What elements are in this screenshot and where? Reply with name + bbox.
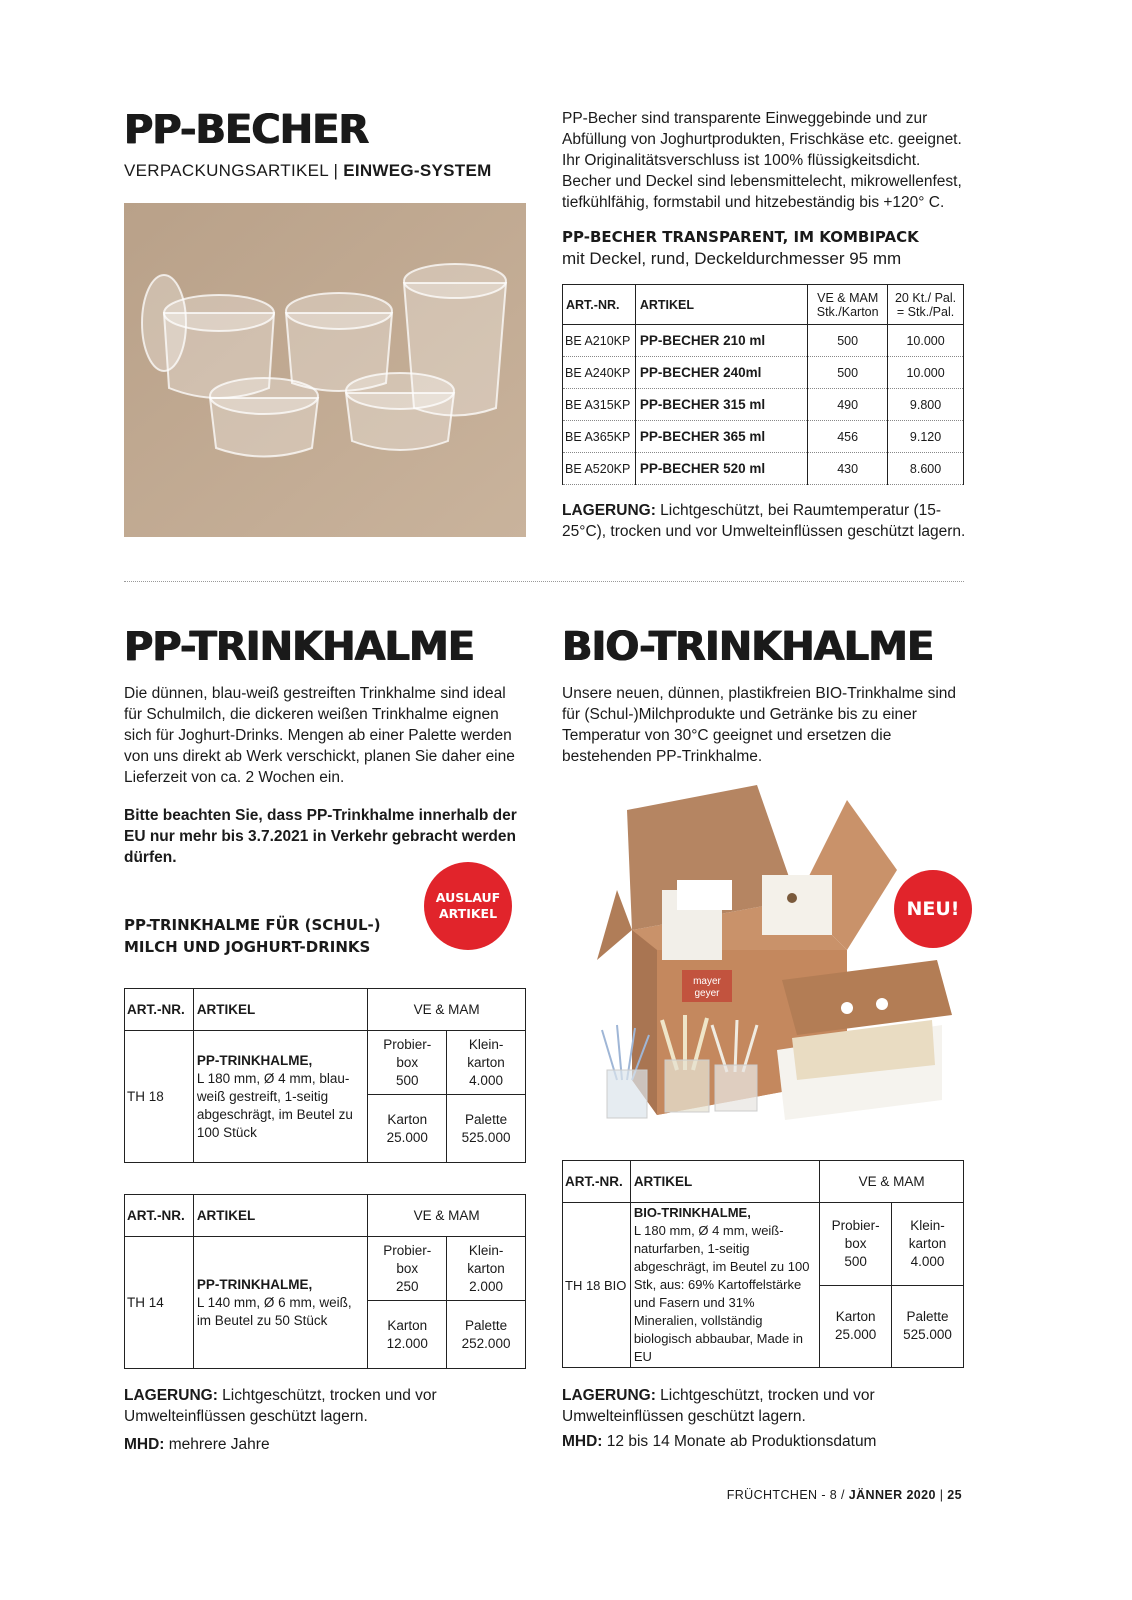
cell-art: BE A315KP xyxy=(563,389,636,421)
cell-palette xyxy=(447,1095,526,1163)
page-title-pp-trinkhalme: PP-TRINKHALME xyxy=(124,624,475,670)
head-line: VE & MAM xyxy=(817,290,879,305)
table-header-row xyxy=(125,989,526,1031)
badge-line: AUSLAUF xyxy=(435,890,501,905)
cell-karton: 490 xyxy=(808,389,888,421)
table-header-row xyxy=(563,1161,964,1203)
cell-kleinkarton xyxy=(447,1031,526,1095)
cell-palette xyxy=(447,1301,526,1369)
col-head-art: ART.-NR. xyxy=(125,1195,194,1237)
cell-line: 4.000 xyxy=(469,1072,503,1088)
cell-kleinkarton xyxy=(892,1203,964,1286)
head-line: 20 Kt./ Pal. xyxy=(894,290,957,305)
table-row xyxy=(563,357,964,389)
pp-halme-table-th14 xyxy=(124,1194,526,1369)
footer-date: JÄNNER 2020 xyxy=(848,1488,936,1502)
pp-halme-table-th18 xyxy=(124,988,526,1163)
bio-halme-storage xyxy=(562,1385,964,1427)
cell-karton: 456 xyxy=(808,421,888,453)
cell-art: BE A365KP xyxy=(563,421,636,453)
cell-line: Klein- xyxy=(910,1217,945,1233)
table-row xyxy=(563,325,964,357)
becher-description: PP-Becher sind transparente Einweggebinde und zur Abfüllung von Joghurtprodukten, Frischkäse etc. geeignet. Ihr Originalitätsverschluss ist 100% flüssigkeitsdicht. Becher und Deckel sind lebensmittelecht, mikrowellenfest, tiefkühlfähig, formstabil und hitzebeständig bis +120° C. xyxy=(562,110,962,211)
cell-kleinkarton xyxy=(447,1237,526,1301)
cell-line: 525.000 xyxy=(461,1129,511,1145)
cell-palette: 10.000 xyxy=(888,325,964,357)
col-head-ve xyxy=(808,285,888,325)
cell-line: Palette xyxy=(906,1309,949,1325)
cell-line: Probier- xyxy=(831,1217,880,1233)
footer-magazine: FRÜCHTCHEN xyxy=(726,1488,818,1502)
cell-line: Karton xyxy=(387,1111,428,1127)
cell-art: TH 18 xyxy=(125,1031,194,1163)
pp-halme-description: Die dünnen, blau-weiß gestreiften Trinkhalme sind ideal für Schulmilch, die dickeren weißen Trinkhalme eignen sich für Joghurt-Drinks. Mengen ab einer Palette werden von uns direkt ab Werk verschickt, planen Sie daher eine Lieferzeit von ca. 2 Wochen ein. xyxy=(124,685,515,786)
cell-line: 2.000 xyxy=(469,1278,503,1294)
artikel-desc: L 180 mm, Ø 4 mm, weiß-naturfarben, 1-seitig abgeschrägt, im Beutel zu 100 Stk, aus: 69% Kartoffelstärke und Fasern und 31% Mineralien, vollständig biologisch abbaubar, Made in EU xyxy=(633,1223,810,1364)
cell-art: TH 14 xyxy=(125,1237,194,1369)
cell-artikel xyxy=(193,1237,368,1369)
section-title-line: MILCH UND JOGHURT-DRINKS xyxy=(124,938,371,956)
table-row xyxy=(125,1031,526,1095)
col-head-artikel: ARTIKEL xyxy=(193,989,368,1031)
cell-artikel: PP-BECHER 210 ml xyxy=(635,325,807,357)
storage-label: LAGERUNG: xyxy=(562,1387,656,1404)
cell-probierbox xyxy=(368,1237,447,1301)
cell-line: Karton xyxy=(835,1309,876,1325)
cell-line: 500 xyxy=(395,1072,419,1088)
cell-karton: 500 xyxy=(808,357,888,389)
cell-probierbox xyxy=(820,1203,892,1286)
bio-halme-table xyxy=(562,1160,964,1368)
cell-karton xyxy=(820,1285,892,1368)
cell-line: 525.000 xyxy=(903,1327,952,1343)
cell-line: box xyxy=(396,1054,419,1070)
footer-sep: | xyxy=(935,1488,948,1502)
col-head-ve: VE & MAM xyxy=(368,989,526,1031)
becher-photo xyxy=(124,203,526,537)
artikel-name: BIO-TRINKHALME, xyxy=(633,1205,751,1220)
cell-art: BE A210KP xyxy=(563,325,636,357)
cell-line: 250 xyxy=(395,1278,419,1294)
cell-line: Palette xyxy=(465,1317,508,1333)
storage-text: Lichtgeschützt, trocken und vor Umwelteinflüssen geschützt lagern. xyxy=(562,1387,875,1425)
cell-palette: 8.600 xyxy=(888,453,964,485)
cell-line: Karton xyxy=(387,1317,428,1333)
section-title-line: PP-TRINKHALME FÜR (SCHUL-) xyxy=(124,916,381,934)
page-title-bio-trinkhalme: BIO-TRINKHALME xyxy=(562,624,934,670)
col-head-ve: VE & MAM xyxy=(820,1161,964,1203)
becher-section-title: PP-BECHER TRANSPARENT, IM KOMBIPACK xyxy=(562,228,919,246)
cell-artikel: PP-BECHER 520 ml xyxy=(635,453,807,485)
bio-halme-description: Unsere neuen, dünnen, plastikfreien BIO-Trinkhalme sind für (Schul-)Milchprodukte und Getränke bis zu einer Temperatur von 30°C geeignet und ersetzen die bestehenden PP-Trinkhalme. xyxy=(562,685,957,765)
cell-artikel: PP-BECHER 315 ml xyxy=(635,389,807,421)
cell-line: karton xyxy=(467,1054,505,1070)
cell-karton xyxy=(368,1095,447,1163)
cell-line: 500 xyxy=(844,1253,867,1269)
page-title-pp-becher: PP-BECHER xyxy=(124,107,369,153)
col-head-artikel: ARTIKEL xyxy=(630,1161,819,1203)
storage-text: Lichtgeschützt, trocken und vor Umwelteinflüssen geschützt lagern. xyxy=(124,1387,437,1425)
cell-art: BE A520KP xyxy=(563,453,636,485)
cell-artikel: PP-BECHER 240ml xyxy=(635,357,807,389)
cell-palette: 9.800 xyxy=(888,389,964,421)
page-footer xyxy=(727,1488,962,1502)
col-head-artikel: ARTIKEL xyxy=(193,1195,368,1237)
cell-palette xyxy=(892,1285,964,1368)
becher-storage xyxy=(562,500,967,542)
col-head-ve: VE & MAM xyxy=(368,1195,526,1237)
subtitle-strong: EINWEG-SYSTEM xyxy=(343,161,492,180)
neu-badge xyxy=(894,870,972,948)
box-logo-line: geyer xyxy=(694,988,720,999)
cell-line: Probier- xyxy=(383,1242,432,1258)
cell-line: 25.000 xyxy=(386,1129,428,1145)
badge-line: NEU! xyxy=(906,898,960,920)
page-number: 25 xyxy=(947,1488,962,1502)
storage-label: LAGERUNG: xyxy=(124,1387,218,1404)
col-head-art: ART.-NR. xyxy=(563,285,636,325)
storage-text: Lichtgeschützt, bei Raumtemperatur (15-25°C), trocken und vor Umwelteinflüssen geschützt lagern. xyxy=(562,502,966,540)
cell-line: Klein- xyxy=(468,1242,504,1258)
cell-palette: 9.120 xyxy=(888,421,964,453)
box-logo-line: mayer xyxy=(693,976,721,987)
col-head-art: ART.-NR. xyxy=(563,1161,631,1203)
artikel-name: PP-TRINKHALME, xyxy=(196,1276,313,1292)
cell-artikel xyxy=(193,1031,368,1163)
cell-palette: 10.000 xyxy=(888,357,964,389)
mhd-label: MHD: xyxy=(124,1436,165,1453)
cell-line: 4.000 xyxy=(910,1253,945,1269)
cell-line: 252.000 xyxy=(461,1335,511,1351)
bio-halme-mhd xyxy=(562,1431,876,1452)
col-head-artikel: ARTIKEL xyxy=(635,285,807,325)
artikel-desc: L 180 mm, Ø 4 mm, blau-weiß gestreift, 1-seitig abgeschrägt, im Beutel zu 100 Stück xyxy=(196,1070,353,1140)
cell-line: 12.000 xyxy=(386,1335,428,1351)
cell-line: karton xyxy=(467,1260,505,1276)
table-row xyxy=(563,1203,964,1286)
cell-artikel: PP-BECHER 365 ml xyxy=(635,421,807,453)
cell-line: 25.000 xyxy=(835,1327,877,1343)
mhd-label: MHD: xyxy=(562,1433,603,1450)
head-line: Stk./Karton xyxy=(816,304,879,319)
cell-artikel xyxy=(630,1203,819,1368)
artikel-desc: L 140 mm, Ø 6 mm, weiß, im Beutel zu 50 Stück xyxy=(196,1294,352,1328)
cell-karton xyxy=(368,1301,447,1369)
becher-table xyxy=(562,284,964,485)
mhd-text: 12 bis 14 Monate ab Produktionsdatum xyxy=(602,1433,877,1450)
cell-probierbox xyxy=(368,1031,447,1095)
col-head-art: ART.-NR. xyxy=(125,989,194,1031)
cell-line: Klein- xyxy=(468,1036,504,1052)
storage-label: LAGERUNG: xyxy=(562,502,656,519)
cell-line: Probier- xyxy=(383,1036,432,1052)
table-header-row xyxy=(125,1195,526,1237)
cell-karton: 500 xyxy=(808,325,888,357)
pp-halme-storage xyxy=(124,1385,526,1427)
auslauf-badge xyxy=(424,862,512,950)
pp-halme-mhd xyxy=(124,1434,270,1455)
becher-section-subtitle: mit Deckel, rund, Deckeldurchmesser 95 mm xyxy=(562,249,902,268)
pp-halme-section-title xyxy=(124,914,381,958)
cell-art: BE A240KP xyxy=(563,357,636,389)
table-row xyxy=(563,421,964,453)
subtitle-pp-becher xyxy=(124,161,492,181)
badge-line: ARTIKEL xyxy=(438,906,498,921)
bio-halme-photo xyxy=(557,780,977,1125)
cell-line: karton xyxy=(908,1235,947,1251)
artikel-name: PP-TRINKHALME, xyxy=(196,1052,313,1068)
head-line: = Stk./Pal. xyxy=(896,304,955,319)
cell-line: box xyxy=(396,1260,419,1276)
pp-halme-notice: Bitte beachten Sie, dass PP-Trinkhalme innerhalb der EU nur mehr bis 3.7.2021 in Verkehr gebracht werden dürfen. xyxy=(124,807,517,866)
table-header-row xyxy=(563,285,964,325)
cell-karton: 430 xyxy=(808,453,888,485)
mhd-text: mehrere Jahre xyxy=(164,1436,270,1453)
table-row xyxy=(563,453,964,485)
cell-line: box xyxy=(844,1235,867,1251)
cell-line: Palette xyxy=(465,1111,508,1127)
section-divider xyxy=(124,581,964,582)
subtitle-part: VERPACKUNGSARTIKEL | xyxy=(124,161,344,180)
footer-issue: - 8 / xyxy=(817,1488,849,1502)
col-head-pal xyxy=(888,285,964,325)
cell-art: TH 18 BIO xyxy=(563,1203,631,1368)
table-row xyxy=(125,1237,526,1301)
table-row xyxy=(563,389,964,421)
